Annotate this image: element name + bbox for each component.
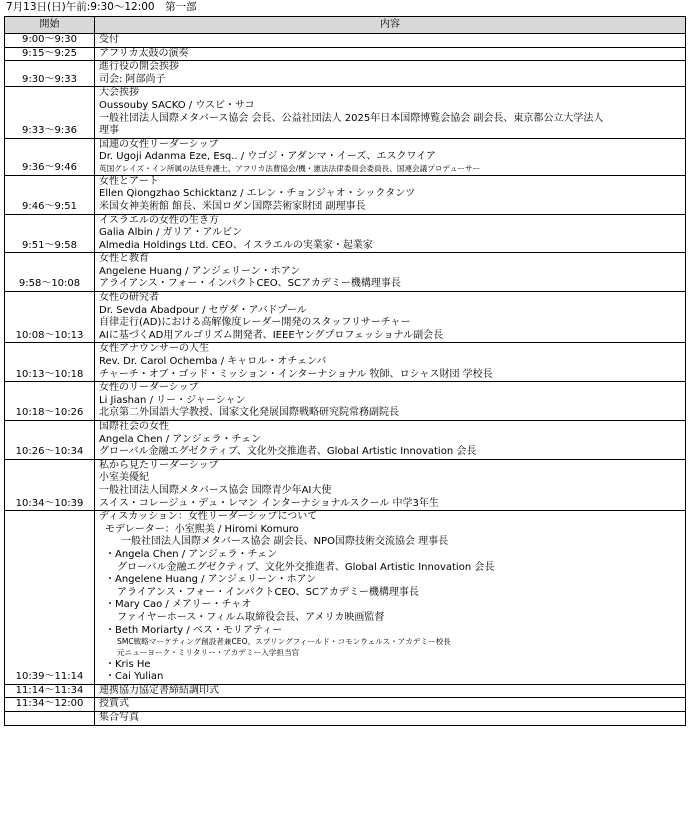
start-time-cell [5,712,95,726]
content-line: Ellen Qiongzhao Schicktanz / エレン・チョンジャオ・シックタンツ [99,188,416,200]
content-cell [95,138,686,175]
table-row [5,382,686,421]
content-line: ・Cai Yulian [105,671,164,683]
content-line: Dr. Ugoji Adanma Eze, Esq.. / ウゴジ・アダンマ・イーズ、エスクワイア [99,151,436,163]
content-line: スイス・コレージュ・デュ・レマン インターナショナルスクール 中学3年生 [99,497,439,509]
content-cell [95,47,686,61]
table-header-row [5,17,686,34]
start-time-cell: 9:58〜10:08 [5,253,95,292]
start-time-cell: 10:08〜10:13 [5,292,95,343]
content-cell [95,175,686,214]
start-time-cell: 9:46〜9:51 [5,175,95,214]
content-line: 米国女神美術館 館長、米国ロダン国際芸術家財団 副理事長 [99,200,366,212]
column-header-content: 内容 [95,17,686,34]
content-line: ディスカッション：女性リーダーシップについて [99,511,318,523]
content-cell [95,511,686,685]
start-time-cell: 9:36〜9:46 [5,138,95,175]
table-row [5,684,686,698]
content-line: Angelene Huang / アンジェリーン・ホアン [99,265,301,277]
content-cell [95,343,686,382]
content-cell [95,382,686,421]
content-line: Almedia Holdings Ltd. CEO、イスラエルの実業家・起業家 [99,239,373,251]
start-time-cell: 9:51〜9:58 [5,214,95,253]
content-line: 一般社団法人国際メタバース協会 会長、公益社団法人 2025年日本国際博覧会協会 副会長、東京都公立大学法人 [99,112,604,124]
content-line: アライアンス・フォー・インパクトCEO、SCアカデミー機構理事長 [99,278,401,290]
content-cell [95,684,686,698]
table-row [5,343,686,382]
table-row [5,34,686,48]
content-line: 女性の研究者 [99,292,159,304]
table-row [5,292,686,343]
content-line: 私から見たリーダーシップ [99,459,219,471]
start-time-cell: 10:18〜10:26 [5,382,95,421]
content-line: グローバル金融エグゼクティブ、文化外交推進者、Global Artistic Innovation 会長 [99,446,477,458]
table-row [5,459,686,510]
content-cell [95,34,686,48]
content-line: 集合写真 [99,712,139,724]
content-line: 北京第二外国語大学教授、国家文化発展国際戦略研究院常務副院長 [99,407,399,419]
start-time-cell: 11:14〜11:34 [5,684,95,698]
page-title: 7月13日(日)午前:9:30〜12:00 第一部 [6,1,197,13]
content-line: 大会挨拶 [99,87,139,99]
content-line: 連携協力協定書締結調印式 [99,684,219,696]
content-line: 女性とアート [99,175,159,187]
column-header-time: 開始 [5,17,95,34]
content-line: ・Mary Cao / メアリー・チャオ [105,599,252,611]
content-line: ・Kris He [105,658,151,670]
table-row [5,175,686,214]
content-cell [95,712,686,726]
table-row [5,214,686,253]
content-line: 受付 [99,34,119,45]
table-row [5,138,686,175]
content-line: 進行役の開会挨拶 [99,61,179,73]
content-line: 理事 [99,125,119,137]
table-row [5,421,686,460]
content-cell [95,214,686,253]
content-line: Dr. Sevda Abadpour / セヴダ・アバドプール [99,304,307,316]
content-line: SMC戦略マーケティング創設者兼CEO、スプリングフィールド・コモンウェルス・アカデミー校長 [117,637,451,647]
content-line: ・Angela Chen / アンジェラ・チェン [105,548,278,560]
content-line: チャーチ・オブ・ゴッド・ミッション・インターナショナル 牧師、ロシャス財団 学校長 [99,368,493,380]
schedule-table [4,16,686,726]
table-row [5,61,686,87]
content-line: 一般社団法人国際メタバース協会 国際青少年AI大使 [99,484,332,496]
start-time-cell: 9:15〜9:25 [5,47,95,61]
content-line: 元ニューヨーク・ミリタリー・アカデミー入学担当官 [117,647,300,657]
content-cell [95,292,686,343]
table-row [5,87,686,138]
table-row [5,511,686,685]
content-line: Li Jiashan / リー・ジャーシャン [99,394,246,406]
content-line: 自律走行(AD)における高解像度レーダー開発のスタッフリサーチャー [99,317,411,329]
content-line: アライアンス・フォー・インパクトCEO、SCアカデミー機構理事長 [117,586,419,598]
schedule-body [5,34,686,726]
start-time-cell: 10:34〜10:39 [5,459,95,510]
table-row [5,698,686,712]
content-cell [95,253,686,292]
start-time-cell: 10:13〜10:18 [5,343,95,382]
content-line: 司会: 阿部尚子 [99,73,166,85]
content-line: 小室美優紀 [99,472,149,484]
content-line: ・Beth Moriarty / ベス・モリアティー [105,624,283,636]
content-line: ・Angelene Huang / アンジェリーン・ホアン [105,574,317,586]
content-line: イスラエルの女性の生き方 [99,214,219,226]
start-time-cell: 10:39〜11:14 [5,511,95,685]
start-time-cell: 11:34〜12:00 [5,698,95,712]
content-cell [95,87,686,138]
content-line: 女性と教育 [99,253,149,265]
table-row [5,253,686,292]
content-line: ファイヤーホース・フィルム取締役会長、アメリカ映画監督 [117,611,385,623]
start-time-cell: 9:33〜9:36 [5,87,95,138]
content-line: 英国グレイズ・イン所属の法廷弁護士、アフリカ法曹協会/機・憲法法律委員会委員長、国連会議プロデューサー [99,163,481,173]
content-line: Galia Albin / ガリア・アルビン [99,227,243,239]
table-row [5,712,686,726]
content-cell [95,61,686,87]
content-line: 国連の女性リーダーシップ [99,138,219,150]
table-row [5,47,686,61]
start-time-cell: 10:26〜10:34 [5,421,95,460]
content-line: モデレーター：小室熙美 / Hiromi Komuro [105,523,299,535]
start-time-cell: 9:30〜9:33 [5,61,95,87]
content-line: AIに基づくAD用アルゴリズム開発者、IEEEヤングプロフェッショナル副会長 [99,329,444,341]
content-cell [95,459,686,510]
content-line: 女性アナウンサーの人生 [99,343,209,355]
content-line: 女性のリーダーシップ [99,382,199,394]
content-line: Angela Chen / アンジェラ・チェン [99,433,262,445]
content-line: 国際社会の女性 [99,421,169,433]
content-cell [95,421,686,460]
content-line: グローバル金融エグゼクティブ、文化外交推進者、Global Artistic Innovation 会長 [117,561,495,573]
content-line: 授賞式 [99,698,129,710]
content-line: Rev. Dr. Carol Ochemba / キャロル・オチェンバ [99,356,327,368]
content-line: アフリカ太鼓の演奏 [99,47,189,59]
content-line: Oussouby SACKO / ウスビ・サコ [99,99,255,111]
content-line: 一般社団法人国際メタバース協会 副会長、NPO国際技術交流協会 理事長 [121,536,449,548]
start-time-cell: 9:00〜9:30 [5,34,95,48]
content-cell [95,698,686,712]
